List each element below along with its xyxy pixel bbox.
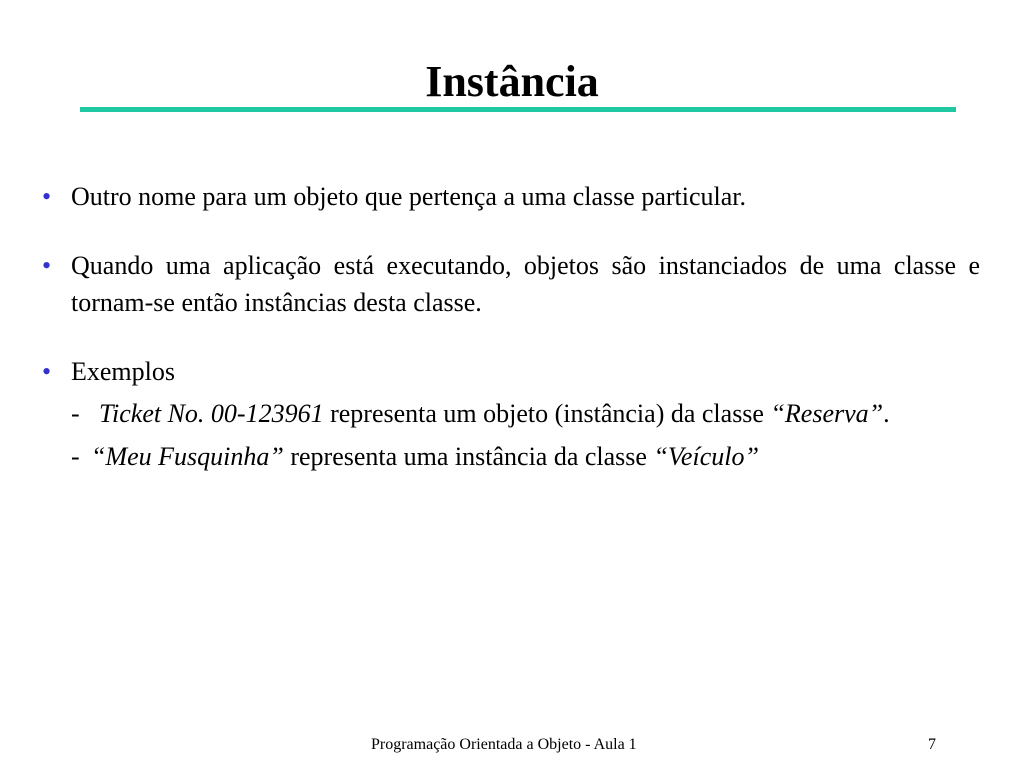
page-number: 7: [928, 736, 936, 753]
example-description: representa um objeto (instância) da classe: [323, 399, 771, 428]
example-subject: Ticket No. 00-123961: [99, 399, 324, 428]
slide-title: Instância: [425, 57, 599, 106]
example-dash: -: [71, 442, 80, 471]
bullet-item: [42, 247, 980, 321]
bullet-marker: •: [42, 357, 52, 386]
bullet-list: [42, 178, 980, 475]
bullet-marker: •: [42, 251, 52, 280]
example-subject: “Meu Fusquinha”: [91, 442, 284, 471]
example-class-name: “Veículo”: [653, 442, 759, 471]
bullet-item: [42, 353, 980, 475]
example-dash: -: [71, 399, 80, 428]
title-underline: [80, 107, 956, 112]
bullet-item: [42, 178, 980, 215]
example-line: [71, 438, 980, 475]
bullet-text: Outro nome para um objeto que pertença a uma classe particular.: [71, 182, 747, 211]
example-end: .: [883, 399, 890, 428]
bullet-text: Exemplos: [71, 357, 175, 386]
footer-course-title: Programação Orientada a Objeto - Aula 1: [371, 736, 637, 753]
example-line: [71, 395, 980, 432]
bullet-marker: •: [42, 182, 52, 211]
example-description: representa uma instância da classe: [283, 442, 654, 471]
bullet-text: Quando uma aplicação está executando, objetos são instanciados de uma classe e tornam-se então instâncias desta classe.: [71, 251, 980, 317]
example-class-name: “Reserva”: [770, 399, 884, 428]
